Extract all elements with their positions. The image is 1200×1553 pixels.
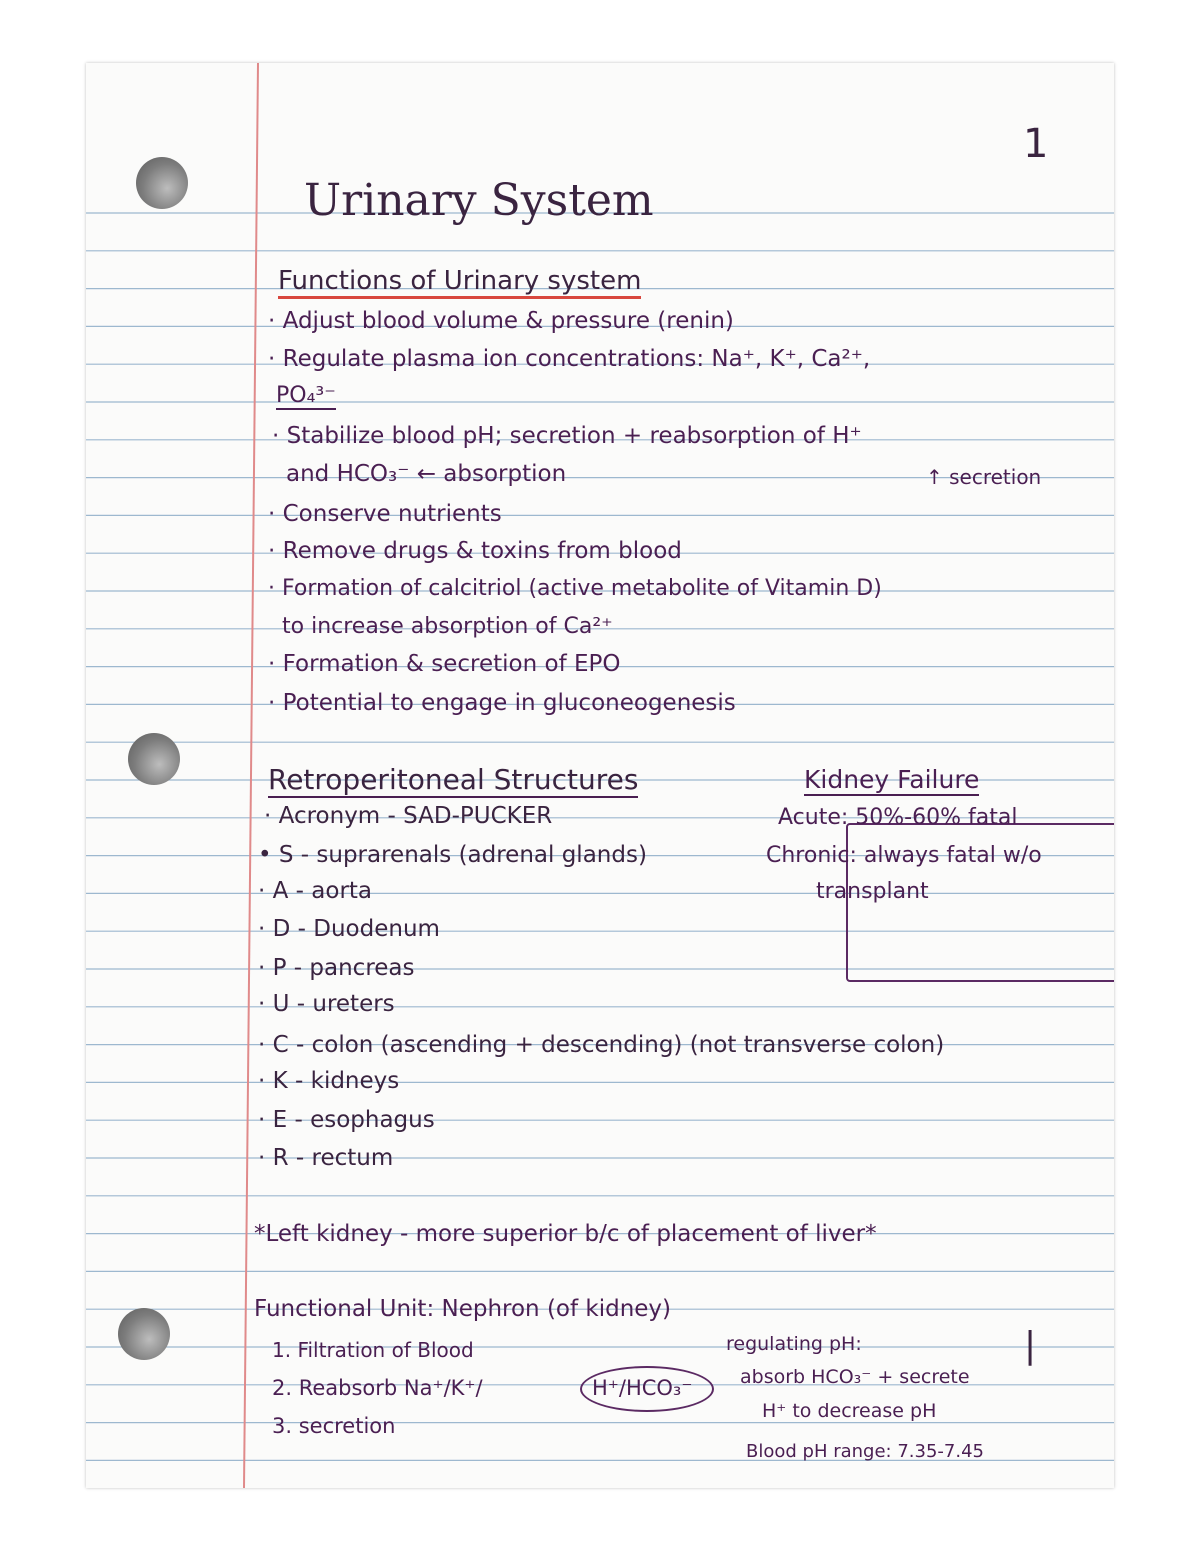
acronym-u: · U - ureters: [258, 991, 395, 1017]
secretion-annotation: ↑ secretion: [926, 465, 1042, 489]
nephron-step-2: 2. Reabsorb Na⁺/K⁺/: [272, 1376, 483, 1400]
kidney-failure-heading: Kidney Failure: [804, 765, 980, 794]
binder-hole-middle: [128, 733, 180, 785]
page-number: 1: [1023, 121, 1049, 167]
ph-note-1: regulating pH:: [726, 1333, 862, 1355]
blood-ph-range: Blood pH range: 7.35-7.45: [746, 1441, 984, 1462]
acronym-c: · C - colon (ascending + descending) (not transverse colon): [258, 1032, 945, 1058]
circled-ions-text: H⁺/HCO₃⁻: [592, 1376, 693, 1400]
retroperitoneal-heading: Retroperitoneal Structures: [268, 763, 639, 796]
acronym-line: · Acronym - SAD-PUCKER: [264, 803, 553, 829]
nephron-step-3: 3. secretion: [272, 1414, 396, 1438]
function-line-11: · Potential to engage in gluconeogenesis: [268, 690, 736, 716]
acronym-r: · R - rectum: [258, 1145, 394, 1171]
notebook-page: [86, 63, 1114, 1488]
binder-hole-top: [136, 157, 188, 209]
ph-note-3: H⁺ to decrease pH: [762, 1400, 937, 1422]
page-title: Urinary System: [304, 175, 654, 226]
function-line-4: · Stabilize blood pH; secretion + reabsorption of H⁺: [272, 423, 862, 449]
function-line-9: to increase absorption of Ca²⁺: [282, 614, 613, 639]
function-line-2: · Regulate plasma ion concentrations: Na⁺, K⁺, Ca²⁺,: [268, 346, 871, 372]
acronym-s: • S - suprarenals (adrenal glands): [258, 842, 647, 868]
function-line-1: · Adjust blood volume & pressure (renin): [268, 308, 734, 334]
acronym-a: · A - aorta: [258, 878, 373, 904]
side-mark: |: [1024, 1325, 1037, 1366]
margin-line: [244, 63, 258, 1488]
acronym-e: · E - esophagus: [258, 1107, 435, 1133]
acronym-k: · K - kidneys: [258, 1068, 400, 1094]
kidney-failure-acute: Acute: 50%-60% fatal: [778, 805, 1018, 830]
function-line-7: · Remove drugs & toxins from blood: [268, 538, 682, 564]
nephron-step-1: 1. Filtration of Blood: [272, 1338, 474, 1362]
left-kidney-note: *Left kidney - more superior b/c of placement of liver*: [254, 1221, 877, 1247]
function-line-6: · Conserve nutrients: [268, 501, 502, 527]
binder-hole-bottom: [118, 1308, 170, 1360]
function-line-5: and HCO₃⁻ ← absorption: [286, 461, 567, 487]
kidney-failure-chronic-cont: transplant: [816, 879, 929, 904]
functions-heading: Functions of Urinary system: [278, 266, 641, 299]
function-line-8: · Formation of calcitriol (active metabolite of Vitamin D): [268, 576, 882, 601]
kidney-failure-chronic: Chronic: always fatal w/o: [766, 843, 1042, 868]
acronym-p: · P - pancreas: [258, 955, 415, 981]
function-line-10: · Formation & secretion of EPO: [268, 651, 621, 677]
ph-note-2: absorb HCO₃⁻ + secrete: [740, 1366, 970, 1388]
acronym-d: · D - Duodenum: [258, 916, 440, 942]
function-line-3: PO₄³⁻: [276, 383, 336, 408]
nephron-heading: Functional Unit: Nephron (of kidney): [254, 1296, 672, 1322]
